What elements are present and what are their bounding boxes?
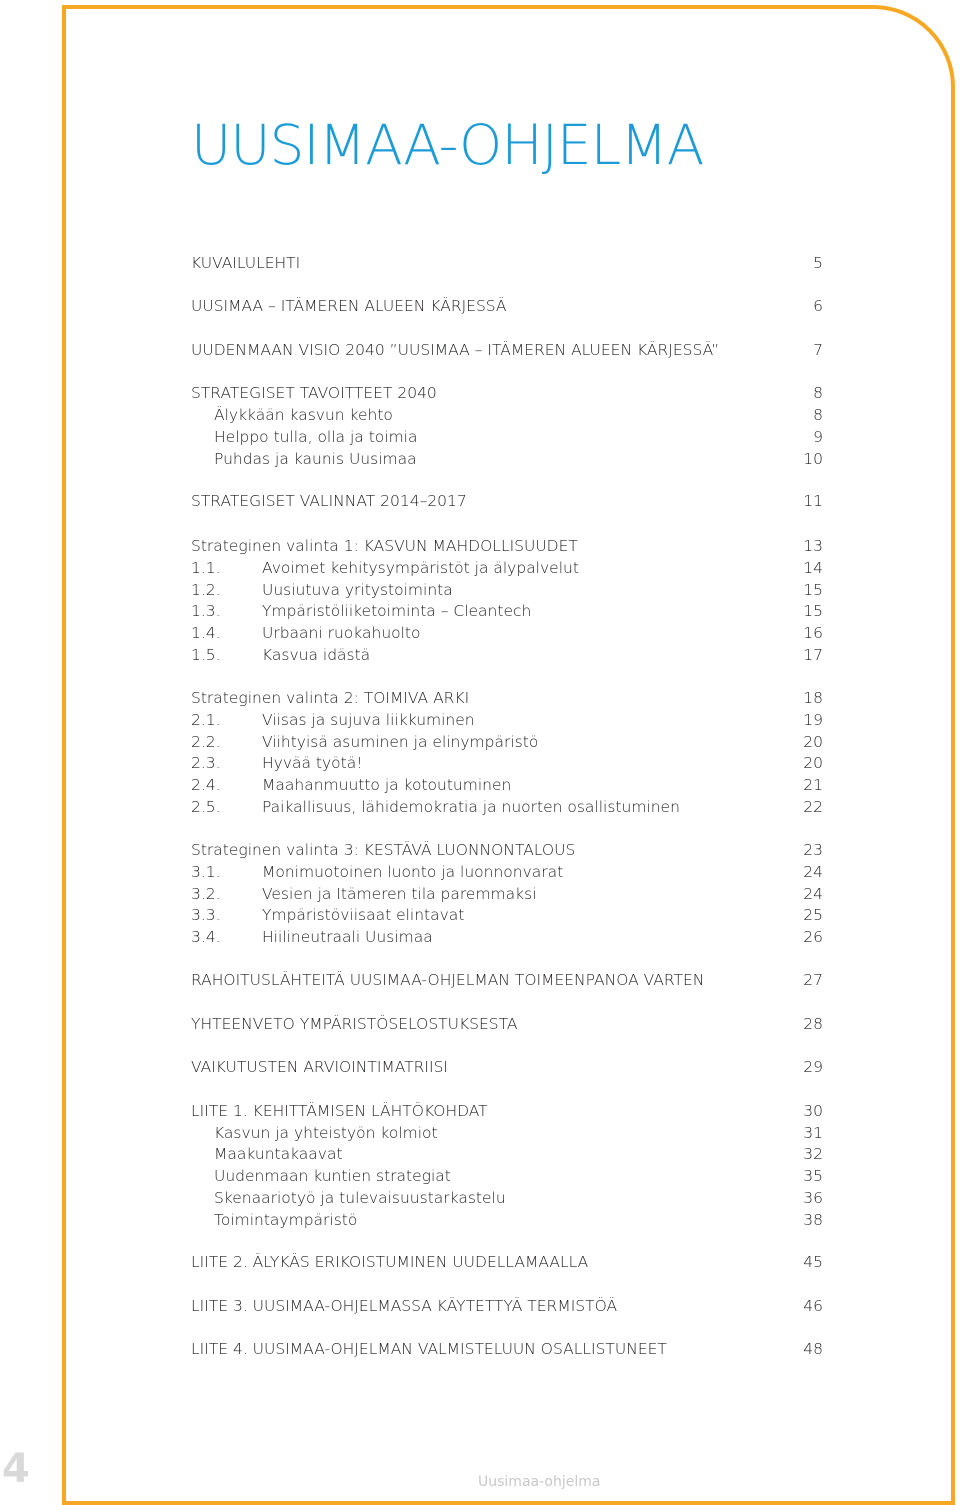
toc-entry-number: 2.3.	[191, 754, 221, 772]
toc-entry-label: Vesien ja Itämeren tila paremmaksi	[262, 885, 537, 903]
toc-entry	[191, 839, 823, 861]
toc-entry-label: Hiilineutraali Uusimaa	[262, 928, 433, 946]
toc-entry-label: Helppo tulla, olla ja toimia	[214, 428, 418, 446]
toc-entry-page: 22	[803, 798, 823, 816]
toc-entry-label: RAHOITUSLÄHTEITÄ UUSIMAA-OHJELMAN TOIMEENPANOA VARTEN	[191, 971, 705, 989]
toc-entry-number: 1.2.	[191, 581, 221, 599]
toc-entry	[191, 1122, 823, 1144]
toc-entry	[191, 926, 823, 948]
toc-entry-number: 3.3.	[191, 906, 221, 924]
toc-entry-page: 20	[803, 733, 823, 751]
toc-entry-page: 35	[803, 1167, 823, 1185]
toc-entry	[191, 774, 823, 796]
toc-entry-number: 1.1.	[191, 559, 221, 577]
toc-entry-page: 8	[813, 406, 823, 424]
toc-entry-page: 19	[803, 711, 823, 729]
toc-entry	[191, 883, 823, 905]
toc-entry-page: 38	[803, 1211, 823, 1229]
toc-entry-page: 15	[803, 602, 823, 620]
toc-entry-page: 29	[803, 1058, 823, 1076]
toc-entry	[191, 1251, 823, 1273]
toc-entry	[191, 1013, 823, 1035]
toc-entry-label: Ympäristöliiketoiminta – Cleantech	[262, 602, 532, 620]
toc-entry-number: 2.1.	[191, 711, 221, 729]
toc-entry-label: Älykkään kasvun kehto	[214, 406, 393, 424]
toc-entry-page: 46	[803, 1297, 823, 1315]
toc-entry	[191, 600, 823, 622]
toc-entry-label: LIITE 2. ÄLYKÄS ERIKOISTUMINEN UUDELLAMAALLA	[191, 1253, 589, 1271]
toc-entry	[191, 252, 823, 274]
toc-entry-label: Strateginen valinta 1: KASVUN MAHDOLLISUUDET	[191, 537, 578, 555]
page-title: UUSIMAA-OHJELMA	[191, 113, 704, 177]
toc-entry	[191, 709, 823, 731]
toc-entry	[191, 1165, 823, 1187]
toc-entry-label: Avoimet kehitysympäristöt ja älypalvelut	[262, 559, 579, 577]
toc-entry	[191, 1187, 823, 1209]
toc-entry-label: Toimintaympäristö	[214, 1211, 358, 1229]
toc-entry	[191, 1143, 823, 1165]
footer-document-name: Uusimaa-ohjelma	[478, 1474, 601, 1490]
toc-entry-label: STRATEGISET TAVOITTEET 2040	[191, 384, 437, 402]
toc-entry-label: Strateginen valinta 3: KESTÄVÄ LUONNONTALOUS	[191, 841, 576, 859]
toc-entry-label: UUSIMAA – ITÄMEREN ALUEEN KÄRJESSÄ	[191, 297, 507, 315]
toc-entry-label: Uudenmaan kuntien strategiat	[214, 1167, 451, 1185]
toc-entry-page: 32	[803, 1145, 823, 1163]
toc-entry	[191, 752, 823, 774]
toc-entry-label: Paikallisuus, lähidemokratia ja nuorten osallistuminen	[262, 798, 680, 816]
toc-entry-number: 1.3.	[191, 602, 221, 620]
footer-page-number: 4	[2, 1446, 30, 1492]
toc-entry-page: 13	[803, 537, 823, 555]
toc-entry-label: Ympäristöviisaat elintavat	[262, 906, 465, 924]
toc-entry-page: 30	[803, 1102, 823, 1120]
toc-entry-label: Hyvää työtä!	[262, 754, 363, 772]
toc-entry-number: 2.5.	[191, 798, 221, 816]
toc-entry-page: 6	[813, 297, 823, 315]
toc-entry-label: Strateginen valinta 2: TOIMIVA ARKI	[191, 689, 470, 707]
toc-entry	[191, 382, 823, 404]
toc-entry-label: Monimuotoinen luonto ja luonnonvarat	[262, 863, 564, 881]
toc-entry-page: 31	[803, 1124, 823, 1142]
toc-entry-page: 48	[803, 1340, 823, 1358]
toc-entry-page: 28	[803, 1015, 823, 1033]
toc-entry	[191, 687, 823, 709]
toc-entry	[191, 295, 823, 317]
toc-entry-label: LIITE 3. UUSIMAA-OHJELMASSA KÄYTETTYÄ TERMISTÖÄ	[191, 1297, 618, 1315]
toc-entry-label: Skenaariotyö ja tulevaisuustarkastelu	[214, 1189, 506, 1207]
toc-entry	[191, 969, 823, 991]
toc-entry	[191, 861, 823, 883]
toc-entry-label: LIITE 1. KEHITTÄMISEN LÄHTÖKOHDAT	[191, 1102, 488, 1120]
toc-entry	[191, 339, 823, 361]
toc-entry-page: 16	[803, 624, 823, 642]
toc-entry-page: 23	[803, 841, 823, 859]
toc-entry	[191, 404, 823, 426]
toc-entry-label: VAIKUTUSTEN ARVIOINTIMATRIISI	[191, 1058, 448, 1076]
toc-entry	[191, 535, 823, 557]
toc-entry-label: Kasvun ja yhteistyön kolmiot	[214, 1124, 438, 1142]
toc-entry-page: 14	[803, 559, 823, 577]
toc-entry	[191, 490, 823, 512]
toc-entry-label: KUVAILULEHTI	[191, 254, 301, 272]
toc-entry	[191, 557, 823, 579]
toc-entry	[191, 1209, 823, 1231]
toc-entry-label: STRATEGISET VALINNAT 2014–2017	[191, 492, 467, 510]
toc-entry-page: 26	[803, 928, 823, 946]
toc-entry-page: 9	[813, 428, 823, 446]
toc-entry-number: 1.4.	[191, 624, 221, 642]
toc-entry-label: Viisas ja sujuva liikkuminen	[262, 711, 475, 729]
toc-entry-label: LIITE 4. UUSIMAA-OHJELMAN VALMISTELUUN OSALLISTUNEET	[191, 1340, 667, 1358]
toc-entry-label: Maakuntakaavat	[214, 1145, 343, 1163]
toc-entry-label: Maahanmuutto ja kotoutuminen	[262, 776, 512, 794]
toc-entry-label: Uusiutuva yritystoiminta	[262, 581, 453, 599]
toc-entry	[191, 731, 823, 753]
toc-entry-number: 3.4.	[191, 928, 221, 946]
toc-entry	[191, 1056, 823, 1078]
toc-entry	[191, 579, 823, 601]
toc-entry-page: 45	[803, 1253, 823, 1271]
toc-entry-page: 20	[803, 754, 823, 772]
toc-entry-page: 18	[803, 689, 823, 707]
toc-entry-page: 17	[803, 646, 823, 664]
toc-entry-number: 3.2.	[191, 885, 221, 903]
toc-entry-label: Urbaani ruokahuolto	[262, 624, 421, 642]
toc-entry-page: 5	[813, 254, 823, 272]
toc-entry-page: 10	[803, 450, 823, 468]
toc-entry-page: 11	[803, 492, 823, 510]
toc-entry	[191, 1295, 823, 1317]
toc-entry	[191, 622, 823, 644]
toc-entry	[191, 1100, 823, 1122]
toc-entry-number: 2.2.	[191, 733, 221, 751]
toc-entry	[191, 448, 823, 470]
toc-entry-number: 3.1.	[191, 863, 221, 881]
toc-entry-page: 7	[813, 341, 823, 359]
toc-entry-page: 21	[803, 776, 823, 794]
toc-entry-page: 24	[803, 863, 823, 881]
toc-entry-page: 36	[803, 1189, 823, 1207]
toc-entry-number: 2.4.	[191, 776, 221, 794]
toc-entry-label: UUDENMAAN VISIO 2040 ”UUSIMAA – ITÄMEREN ALUEEN KÄRJESSÄ”	[191, 341, 720, 359]
toc-entry	[191, 796, 823, 818]
toc-entry-page: 24	[803, 885, 823, 903]
toc-entry-page: 25	[803, 906, 823, 924]
toc-entry-number: 1.5.	[191, 646, 221, 664]
toc-entry	[191, 1338, 823, 1360]
toc-entry-label: YHTEENVETO YMPÄRISTÖSELOSTUKSESTA	[191, 1015, 518, 1033]
toc-entry-label: Viihtyisä asuminen ja elinympäristö	[262, 733, 539, 751]
toc-entry-page: 15	[803, 581, 823, 599]
toc-entry-label: Kasvua idästä	[262, 646, 371, 664]
toc-entry	[191, 904, 823, 926]
toc-entry-page: 27	[803, 971, 823, 989]
toc-entry-page: 8	[813, 384, 823, 402]
toc-entry	[191, 644, 823, 666]
toc-entry	[191, 426, 823, 448]
toc-entry-label: Puhdas ja kaunis Uusimaa	[214, 450, 417, 468]
